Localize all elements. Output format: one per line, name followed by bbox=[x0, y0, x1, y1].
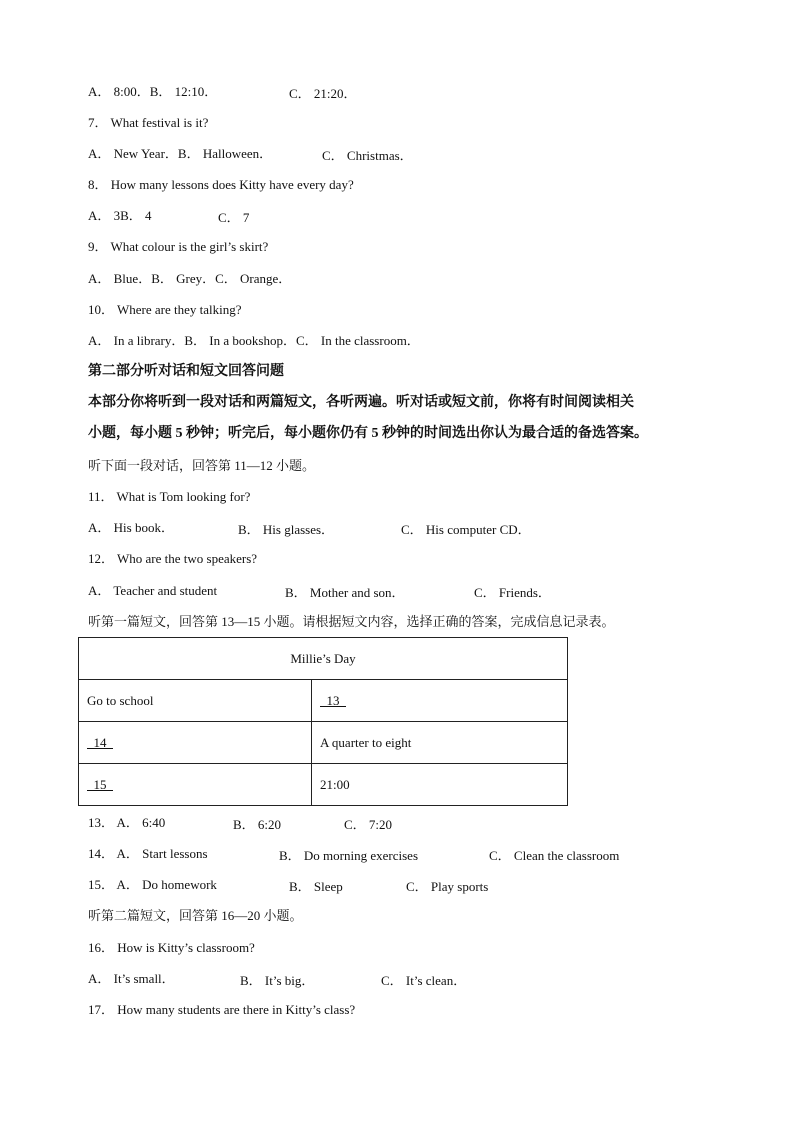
q6-option-c: C． 21:20． bbox=[289, 86, 357, 101]
q11-option-b: B． His glasses． bbox=[238, 522, 335, 537]
question-12: 12． Who are the two speakers? bbox=[88, 551, 258, 566]
table-title: Millie’s Day bbox=[79, 638, 568, 680]
q7-option-c: C． Christmas． bbox=[322, 148, 413, 163]
q11-option-c: C． His computer CD． bbox=[401, 522, 531, 537]
q16-option-c: C． It’s clean． bbox=[381, 973, 467, 988]
blank-15: 15 bbox=[87, 776, 113, 792]
text2-intro: 听第二篇短文，回答第 16—20 小题。 bbox=[88, 908, 303, 923]
q15-option-b: B． Sleep bbox=[289, 879, 343, 894]
q14-option-a: 14． A． Start lessons bbox=[88, 846, 208, 861]
table-row bbox=[79, 764, 568, 806]
part2-title: 第二部分听对话和短文回答问题 bbox=[88, 364, 284, 379]
q16-option-a: A． It’s small． bbox=[88, 971, 175, 986]
q12-option-c: C． Friends． bbox=[474, 585, 551, 600]
q15-option-a: 15． A． Do homework bbox=[88, 877, 217, 892]
text1-intro: 听第一篇短文，回答第 13—15 小题。请根据短文内容，选择正确的答案，完成信息记录表。 bbox=[88, 614, 615, 629]
question-8: 8． How many lessons does Kitty have every day? bbox=[88, 177, 354, 192]
q14-option-c: C． Clean the classroom bbox=[489, 848, 620, 863]
q12-option-a: A． Teacher and student bbox=[88, 583, 218, 598]
q16-option-b: B． It’s big． bbox=[240, 973, 315, 988]
info-record-table bbox=[78, 637, 568, 806]
dialog-intro: 听下面一段对话，回答第 11—12 小题。 bbox=[88, 458, 316, 473]
q10-options: A． In a library．B． In a bookshop．C． In the classroom． bbox=[88, 333, 420, 348]
question-7: 7． What festival is it? bbox=[88, 115, 209, 130]
q9-options: A． Blue．B． Grey．C． Orange． bbox=[88, 271, 292, 286]
table-cell: Go to school bbox=[79, 680, 312, 722]
question-17: 17． How many students are there in Kitty’s class? bbox=[88, 1002, 356, 1017]
question-11: 11． What is Tom looking for? bbox=[88, 489, 251, 504]
table-cell: 21:00 bbox=[312, 764, 568, 806]
part2-instructions-1: 本部分你将听到一段对话和两篇短文，各听两遍。听对话或短文前，你将有时间阅读相关 bbox=[88, 395, 634, 410]
question-9: 9． What colour is the girl’s skirt? bbox=[88, 239, 269, 254]
q7-options-ab: A． New Year．B． Halloween． bbox=[88, 146, 273, 161]
table-cell-blank-13 bbox=[312, 680, 568, 722]
q13-option-b: B． 6:20 bbox=[233, 817, 282, 832]
q13-option-c: C． 7:20 bbox=[344, 817, 393, 832]
table-row bbox=[79, 722, 568, 764]
q15-option-c: C． Play sports bbox=[406, 879, 489, 894]
table-cell: A quarter to eight bbox=[312, 722, 568, 764]
blank-14: 14 bbox=[87, 734, 113, 750]
q8-options-ab: A． 3B． 4 bbox=[88, 208, 152, 223]
table-cell-blank-14 bbox=[79, 722, 312, 764]
question-16: 16． How is Kitty’s classroom? bbox=[88, 940, 255, 955]
blank-13: 13 bbox=[320, 692, 346, 708]
q13-option-a: 13． A． 6:40 bbox=[88, 815, 166, 830]
table-cell-blank-15 bbox=[79, 764, 312, 806]
table-row bbox=[79, 680, 568, 722]
q8-option-c: C． 7 bbox=[218, 210, 250, 225]
q14-option-b: B． Do morning exercises bbox=[279, 848, 419, 863]
table-row bbox=[79, 638, 568, 680]
q6-options-ab: A． 8:00．B． 12:10． bbox=[88, 84, 218, 99]
q12-option-b: B． Mother and son． bbox=[285, 585, 405, 600]
part2-instructions-2: 小题，每小题 5 秒钟；听完后，每小题你仍有 5 秒钟的时间选出你认为最合适的备选答案。 bbox=[88, 426, 648, 441]
q11-option-a: A． His book． bbox=[88, 520, 174, 535]
question-10: 10． Where are they talking? bbox=[88, 302, 242, 317]
